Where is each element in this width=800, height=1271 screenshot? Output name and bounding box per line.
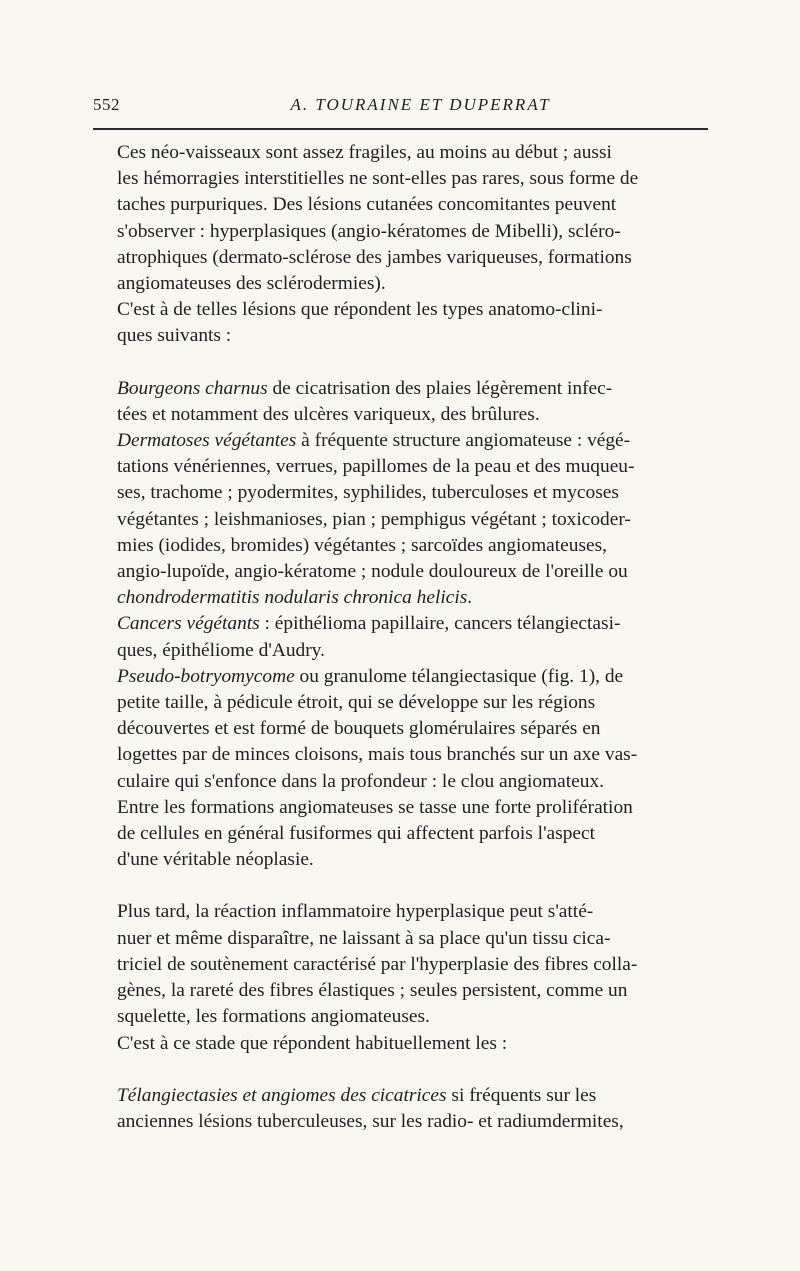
text-line: ques suivants : — [117, 325, 232, 347]
text-run: . — [467, 587, 473, 609]
text-line: anciennes lésions tuberculeuses, sur les radio- et radiumdermites, — [117, 1110, 624, 1132]
paragraph — [117, 297, 708, 349]
text-run: ou granulome télangiectasique (fig. 1), de — [294, 665, 624, 687]
text-line: petite taille, à pédicule étroit, qui se développe sur les régions — [117, 692, 596, 714]
text-line: culaire qui s'enfonce dans la profondeur : le clou angiomateux. — [117, 770, 605, 792]
italic-term: Cancers végétants — [117, 613, 260, 635]
page-header — [93, 95, 708, 121]
text-line: squelette, les formations angiomateuses. — [117, 1006, 430, 1028]
text-line: les hémorragies interstitielles ne sont-elles pas rares, sous forme de — [117, 168, 639, 190]
text-line: atrophiques (dermato-sclérose des jambes variqueuses, formations — [117, 246, 632, 268]
text-line: gènes, la rareté des fibres élastiques ; seules persistent, comme un — [117, 980, 628, 1002]
text-line — [117, 428, 708, 454]
text-line: nuer et même disparaître, ne laissant à sa place qu'un tissu cica- — [117, 927, 611, 949]
text-line: s'observer : hyperplasiques (angio-kératomes de Mibelli), scléro- — [117, 220, 621, 242]
text-run: si fréquents sur les — [446, 1084, 597, 1106]
text-line — [117, 1083, 708, 1109]
text-line: de cellules en général fusiformes qui affectent parfois l'aspect — [117, 823, 596, 845]
body-text — [117, 140, 708, 1135]
text-line: triciel de soutènement caractérisé par l'hyperplasie des fibres colla- — [117, 953, 638, 975]
text-line: angiomateuses des sclérodermies). — [117, 273, 386, 295]
text-line: Entre les formations angiomateuses se tasse une forte prolifération — [117, 796, 633, 818]
paragraph-gap — [117, 873, 708, 899]
text-run: : épithélioma papillaire, cancers télangiectasi- — [259, 613, 621, 635]
italic-term: Bourgeons charnus — [117, 377, 268, 399]
text-line: Plus tard, la réaction inflammatoire hyperplasique peut s'atté- — [117, 901, 594, 923]
text-line: ques, épithéliome d'Audry. — [117, 639, 325, 661]
paragraph — [117, 1083, 708, 1135]
italic-term: chondrodermatitis nodularis chronica helicis — [117, 587, 468, 609]
text-run: à fréquente structure angiomateuse : végé- — [296, 430, 631, 452]
italic-term: Dermatoses végétantes — [117, 430, 297, 452]
paragraph — [117, 1031, 708, 1057]
running-head: A. TOURAINE ET DUPERRAT — [290, 95, 551, 114]
text-line — [117, 585, 708, 611]
text-line — [117, 376, 708, 402]
paragraph — [117, 899, 708, 1030]
paragraph — [117, 428, 708, 611]
paragraph-gap — [117, 350, 708, 376]
text-line: C'est à ce stade que répondent habituellement les : — [117, 1032, 508, 1054]
paragraph — [117, 376, 708, 428]
text-line: taches purpuriques. Des lésions cutanées concomitantes peuvent — [117, 194, 617, 216]
text-line: découvertes et est formé de bouquets glomérulaires séparés en — [117, 718, 601, 740]
page-number: 552 — [93, 95, 120, 114]
text-line: logettes par de minces cloisons, mais tous branchés sur un axe vas- — [117, 744, 638, 766]
text-line: tées et notamment des ulcères variqueux, des brûlures. — [117, 403, 540, 425]
text-line: mies (iodides, bromides) végétantes ; sarcoïdes angiomateuses, — [117, 534, 608, 556]
text-line — [117, 664, 708, 690]
header-rule — [93, 128, 708, 130]
text-line — [117, 611, 708, 637]
text-line: d'une véritable néoplasie. — [117, 849, 314, 871]
paragraph — [117, 664, 708, 874]
text-line: ses, trachome ; pyodermites, syphilides, tuberculoses et mycoses — [117, 482, 619, 504]
text-line: angio-lupoïde, angio-kératome ; nodule douloureux de l'oreille ou — [117, 561, 628, 583]
text-line: Ces néo-vaisseaux sont assez fragiles, au moins au début ; aussi — [117, 142, 612, 163]
italic-term: Pseudo-botryomycome — [117, 665, 295, 687]
paragraph-gap — [117, 1057, 708, 1083]
italic-term: Télangiectasies et angiomes des cicatrices — [117, 1084, 447, 1106]
text-line: tations vénériennes, verrues, papillomes de la peau et des muqueu- — [117, 456, 635, 478]
paragraph — [117, 611, 708, 663]
text-line: C'est à de telles lésions que répondent les types anatomo-clini- — [117, 299, 603, 321]
text-run: de cicatrisation des plaies légèrement infec- — [267, 377, 613, 399]
text-line: végétantes ; leishmanioses, pian ; pemphigus végétant ; toxicoder- — [117, 508, 631, 530]
paragraph — [117, 140, 708, 297]
